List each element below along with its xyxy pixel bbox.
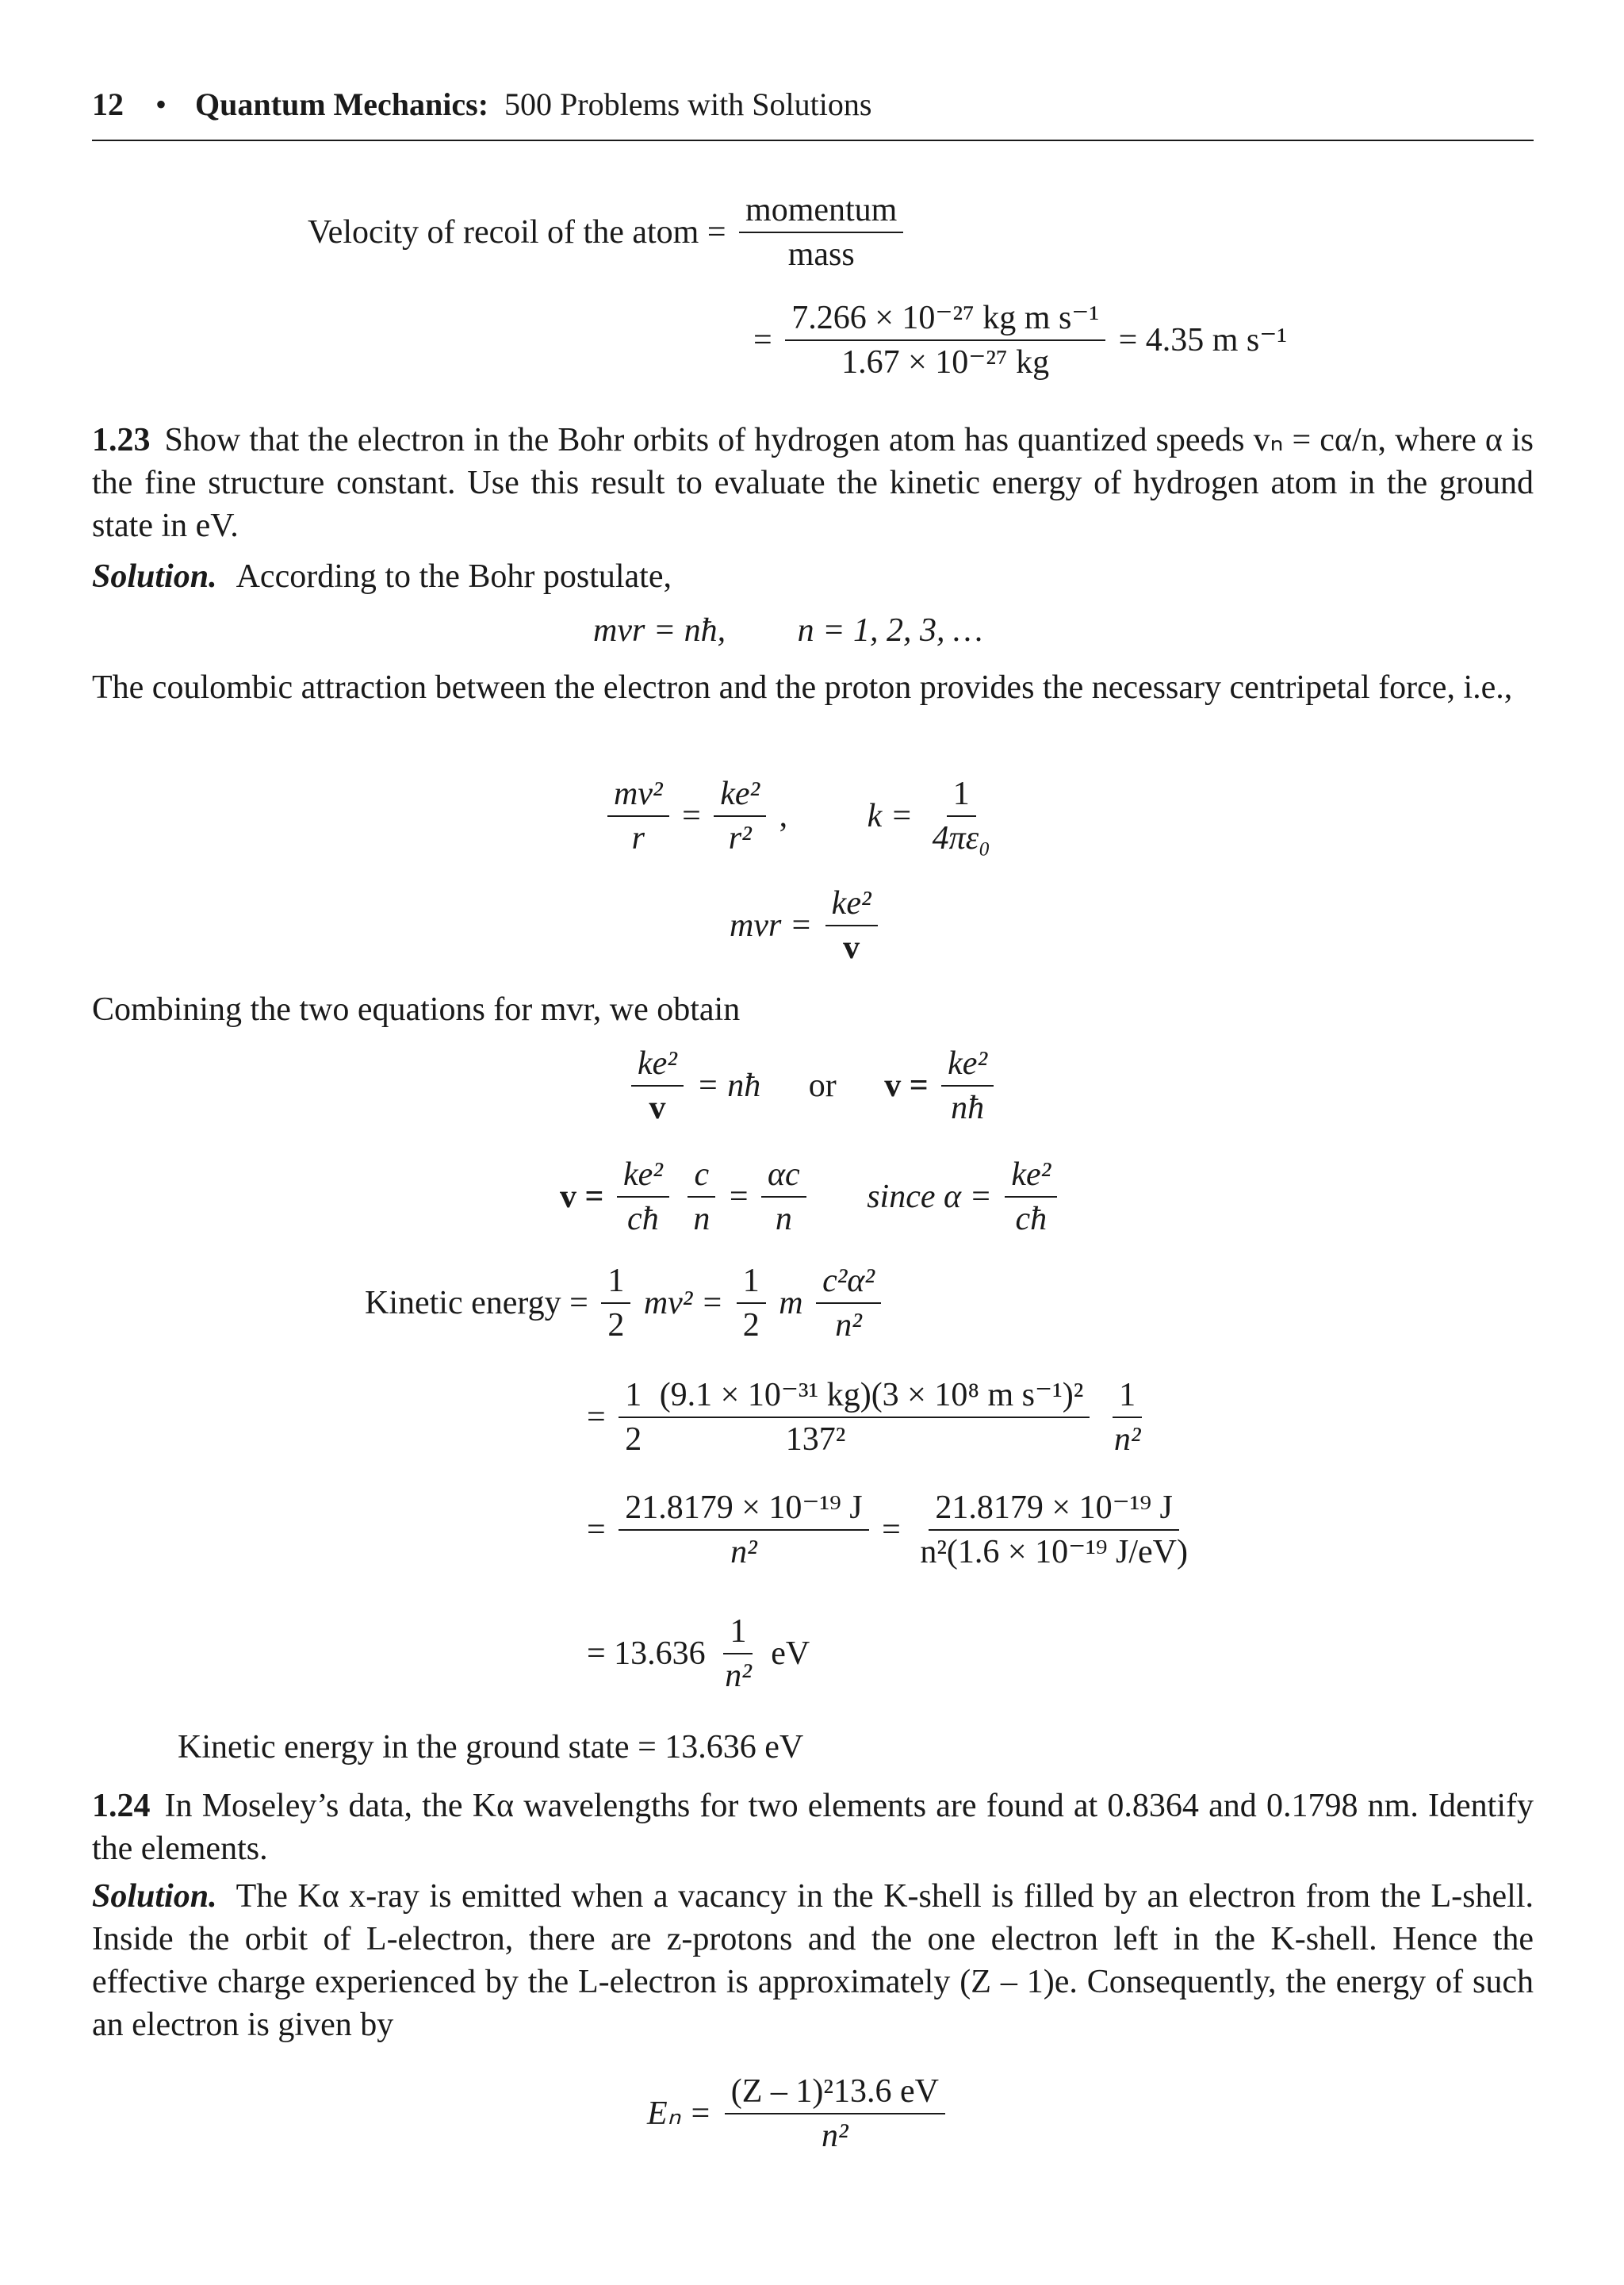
book-title-bold: Quantum Mechanics: — [195, 86, 489, 122]
energy-level-equation — [647, 2075, 950, 2153]
fraction-mv2-r — [607, 777, 669, 855]
fraction-denominator: n — [693, 1201, 710, 1237]
solution-1-23-intro — [92, 555, 1534, 598]
fraction-numerator: mv² — [607, 777, 669, 817]
word-or: or — [808, 1068, 837, 1104]
value-prefix: = 13.636 — [587, 1635, 706, 1672]
fraction-numerator: (Z – 1)²13.6 eV — [725, 2075, 945, 2114]
fraction-denominator: v — [649, 1090, 666, 1126]
fraction-numerator: ke² — [714, 777, 766, 817]
problem-number: 1.24 — [92, 1788, 151, 1824]
fraction-denominator: cħ — [627, 1201, 659, 1237]
fraction-energy-level — [725, 2075, 945, 2153]
fraction-one-half — [601, 1264, 630, 1342]
fraction-ke2-nhbar — [941, 1047, 994, 1125]
fraction-numeric-ke — [619, 1378, 1090, 1456]
solution-1-24 — [92, 1875, 1534, 2046]
fraction-numerator: c — [688, 1158, 715, 1198]
fraction-numerator: 1 — [601, 1264, 630, 1304]
kinetic-energy-ev — [587, 1615, 810, 1693]
problem-text: In Moseley’s data, the Kα wavelengths for two elements are found at 0.8364 and 0.1798 nm. Identify the elements. — [92, 1788, 1534, 1867]
two: 2 — [625, 1421, 642, 1458]
fraction-denominator: 2 — [607, 1307, 625, 1344]
problem-number: 1.23 — [92, 422, 151, 458]
mvr-equation — [730, 887, 883, 964]
mv2-equals: mv² = — [643, 1285, 724, 1321]
fraction-denominator: n² — [835, 1307, 862, 1344]
header-bullet: • — [155, 86, 167, 122]
kinetic-energy-equation — [365, 1264, 886, 1342]
fraction-numerator: 1 — [737, 1264, 766, 1304]
fraction-denominator: cħ — [1015, 1201, 1048, 1237]
fraction-numerator: ke² — [825, 887, 878, 926]
fraction-numerator: 21.8179 × 10⁻¹⁹ J — [619, 1491, 868, 1531]
fraction-numerator: ke² — [1005, 1158, 1057, 1198]
problem-1-23-statement — [92, 419, 1534, 547]
numeric-product: (9.1 × 10⁻³¹ kg)(3 × 10⁸ m s⁻¹)² — [659, 1377, 1084, 1413]
fraction-denominator: n² — [1113, 1421, 1141, 1458]
equals-sign: = — [882, 1512, 901, 1548]
result-text: Kinetic energy in the ground state = 13.636 eV — [178, 1729, 804, 1766]
recoil-fraction-values — [785, 301, 1105, 379]
kinetic-energy-joules — [587, 1491, 1199, 1569]
since-alpha-equals: since α = — [867, 1179, 992, 1215]
fraction-denominator: 1.67 × 10⁻²⁷ kg — [841, 344, 1050, 381]
kinetic-energy-label: Kinetic energy = — [365, 1285, 588, 1321]
fraction-numerator: c²α² — [816, 1264, 881, 1304]
recoil-result: = 4.35 m s⁻¹ — [1118, 322, 1288, 358]
fraction-denominator: v — [843, 930, 860, 966]
fraction-numerator: ke² — [941, 1047, 994, 1087]
fraction-denominator: n — [775, 1201, 792, 1237]
solution-label: Solution. — [92, 1878, 217, 1915]
force-balance-equation — [603, 777, 1002, 855]
comma: , — [779, 798, 788, 834]
kinetic-energy-numeric — [587, 1378, 1151, 1456]
recoil-lhs: Velocity of recoil of the atom = — [308, 214, 726, 251]
one: 1 — [625, 1377, 642, 1413]
ground-state-result — [178, 1731, 803, 1764]
v-equals: v = — [560, 1179, 604, 1215]
coulomb-paragraph — [92, 666, 1534, 709]
combining-paragraph — [92, 988, 1534, 1031]
paragraph-text: The coulombic attraction between the electron and the proton provides the necessary centripetal force, i.e., — [92, 669, 1513, 706]
paragraph-text: Combining the two equations for mvr, we obtain — [92, 991, 741, 1028]
eq-n-values: n = 1, 2, 3, … — [797, 612, 983, 649]
fine-structure-squared: 137² — [785, 1421, 846, 1458]
unit-ev: eV — [771, 1635, 810, 1672]
equals-sign: = — [587, 1399, 606, 1436]
recoil-equation-line1 — [308, 194, 908, 271]
fraction-denominator: 2 — [742, 1307, 760, 1344]
fraction-denominator: n² — [725, 1658, 752, 1694]
fraction-denominator: n²(1.6 × 10⁻¹⁹ J/eV) — [920, 1534, 1188, 1570]
combined-equation — [626, 1047, 998, 1125]
En-equals: Eₙ = — [647, 2095, 712, 2132]
fraction-numerator: 1 — [947, 777, 976, 817]
fraction-numerator: 7.266 × 10⁻²⁷ kg m s⁻¹ — [785, 301, 1105, 341]
solution-label: Solution. — [92, 558, 217, 595]
fraction-numerator: 1 — [1113, 1378, 1142, 1418]
fraction-k — [926, 777, 997, 855]
equals-n-hbar: = nħ — [696, 1068, 761, 1104]
fraction-denominator: r — [631, 820, 645, 857]
fraction-denominator: mass — [787, 236, 855, 273]
fraction-numerator: momentum — [739, 194, 903, 233]
bohr-postulate-equation — [593, 614, 982, 647]
fraction-numerator: ke² — [631, 1047, 684, 1087]
fraction-joules-n2 — [619, 1491, 868, 1569]
fraction-one-over-n2 — [718, 1615, 758, 1693]
fraction-alpha-c-n — [761, 1158, 806, 1236]
fraction-c-n — [687, 1158, 716, 1236]
fraction-denominator: nħ — [951, 1090, 985, 1126]
mvr-lhs: mvr = — [730, 907, 813, 944]
v-equals: v = — [884, 1068, 929, 1104]
solution-text: According to the Bohr postulate, — [236, 558, 672, 595]
fraction-ke2-v — [631, 1047, 684, 1125]
solution-text: The Kα x-ray is emitted when a vacancy in the K-shell is filled by an electron from the L-shell. Inside the orbit of L-electron, there are z-protons and the one electron left in the K-shell. Hence the effective charge experienced by the L-electron is approximately (Z – 1)e. Consequently, the energy of such an electron is given by — [92, 1878, 1534, 2043]
fraction-alpha-definition — [1005, 1158, 1057, 1236]
running-header — [92, 86, 1534, 141]
equals-sign: = — [729, 1179, 749, 1215]
fraction-c2-alpha2-n2 — [816, 1264, 881, 1342]
fraction-denominator: n² — [822, 2118, 848, 2154]
recoil-fraction-momentum-mass — [739, 194, 903, 271]
fraction-ke2-r2 — [714, 777, 766, 855]
fraction-denominator: 4πε₀ — [932, 820, 990, 857]
fraction-numerator: 1 — [723, 1615, 753, 1654]
fraction-denominator: r² — [728, 820, 752, 857]
fraction-one-over-n2 — [1108, 1378, 1147, 1456]
k-definition-lhs: k = — [867, 798, 914, 834]
problem-text: Show that the electron in the Bohr orbits of hydrogen atom has quantized speeds vₙ = cα/n, where α is the fine structure constant. Use this result to evaluate the kinetic energy of hydrogen atom in the ground state in eV. — [92, 422, 1534, 544]
page-number: 12 — [92, 86, 124, 122]
eq-mvr-nhbar: mvr = nħ, — [593, 612, 726, 649]
fraction-denominator — [619, 1418, 1090, 1456]
fraction-ke2-chbar — [617, 1158, 669, 1236]
problem-1-24-statement — [92, 1785, 1534, 1870]
fraction-one-half — [737, 1264, 766, 1342]
fraction-ke2-v — [825, 887, 878, 964]
recoil-equation-line2 — [753, 301, 1287, 379]
fraction-joules-to-ev — [914, 1491, 1194, 1569]
book-title-rest: 500 Problems with Solutions — [504, 86, 872, 122]
fraction-numerator: αc — [761, 1158, 806, 1198]
fraction-numerator: ke² — [617, 1158, 669, 1198]
equals-sign: = — [587, 1512, 606, 1548]
fraction-denominator: n² — [730, 1534, 757, 1570]
equals-sign: = — [753, 322, 772, 358]
mass-symbol: m — [779, 1285, 803, 1321]
fraction-numerator — [619, 1378, 1090, 1418]
velocity-quantization-equation — [560, 1158, 1062, 1236]
fraction-numerator: 21.8179 × 10⁻¹⁹ J — [929, 1491, 1178, 1531]
equals-sign: = — [682, 798, 701, 834]
